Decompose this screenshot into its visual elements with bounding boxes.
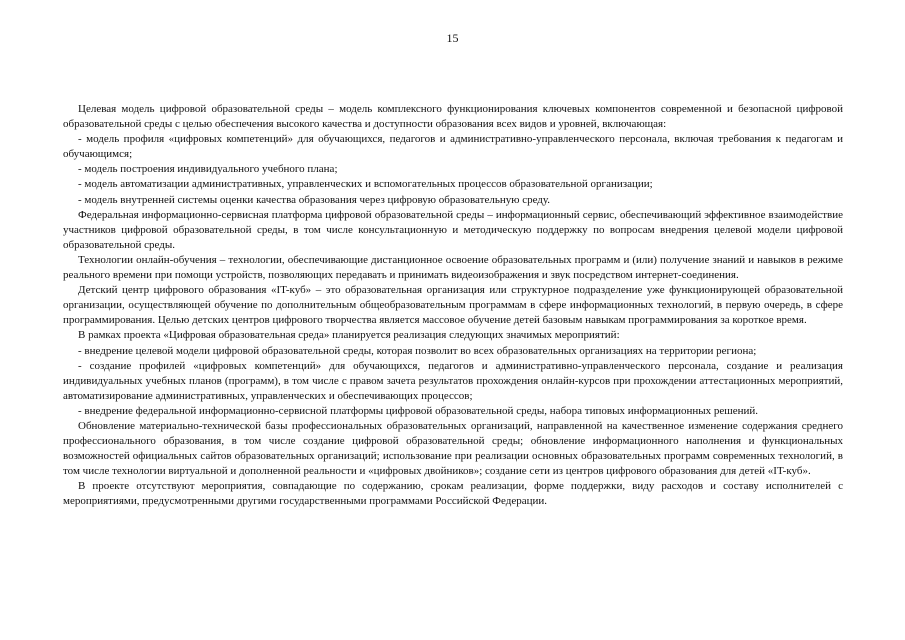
list-item-individual-plan-model: - модель построения индивидуального учебного плана;	[78, 163, 338, 176]
paragraph-federal-platform-definition: Федеральная информационно-сервисная платформа цифровой образовательной среды – информационный сервис, обеспечивающий эффективное взаимодействие участников цифровой образовательной среды, в том числе консультационную и методическую поддержку по вопросам внедрения целевой модели цифровой образовательной среды.	[63, 208, 843, 251]
document-body	[63, 102, 843, 510]
list-item-automation-model: - модель автоматизации административных, управленческих и вспомогательных процессов образовательной организации;	[78, 178, 653, 191]
list-item-federal-platform-implementation: - внедрение федеральной информационно-сервисной платформы цифровой образовательной среды, набора типовых информационных решений.	[78, 404, 759, 417]
paragraph-material-base-update: Обновление материально-технической базы профессиональных образовательных организаций, направленной на качественное изменение содержания среднего профессионального образования, в том числе создание цифровой образовательной среды; обновление информационного наполнения и функциональных возможностей официальных сайтов образовательных организаций; использование при реализации основных образовательных программ современных технологий, в том числе технологии виртуальной и дополненной реальности и «цифровых двойников»; создание сети из центров цифрового образования для детей «IT-куб».	[63, 419, 843, 478]
list-item-digital-competence-profile: - модель профиля «цифровых компетенций» для обучающихся, педагогов и административно-управленческого персонала, включая требования к педагогам и обучающимся;	[63, 133, 843, 161]
list-item-competence-profiles-creation: - создание профилей «цифровых компетенций» для обучающихся, педагогов и административно-управленческого персонала, создание и реализация индивидуальных учебных планов (программ), в том числе с правом зачета результатов прохождения онлайн-курсов при прохождении аттестационных мероприятий, автоматизирование административных, управленческих и обеспечивающих процессов;	[63, 359, 843, 402]
page-number: 15	[446, 31, 459, 45]
paragraph-project-activities-intro: В рамках проекта «Цифровая образовательная среда» планируется реализация следующих значимых мероприятий:	[78, 329, 620, 342]
paragraph-online-learning-definition: Технологии онлайн-обучения – технологии, обеспечивающие дистанционное освоение образовательных программ и (или) получение знаний и навыков в режиме реального времени при помощи устройств, позволяющих передавать и принимать видеоизображения и звук посредством интернет-соединения.	[63, 253, 843, 282]
paragraph-it-cube-definition: Детский центр цифрового образования «IT-куб» – это образовательная организация или структурное подразделение уже функционирующей образовательной организации, осуществляющей обучение по дополнительным общеобразовательным программам в сфере информационных технологий, в первую очередь, в сфере программирования. Целью детских центров цифрового творчества является массовое обучение детей базовым навыкам программирования за короткое время.	[63, 284, 843, 327]
paragraph-no-overlap-statement: В проекте отсутствуют мероприятия, совпадающие по содержанию, срокам реализации, форме поддержки, виду расходов и составу исполнителей с мероприятиями, предусмотренными другими государственными программами Российской Федерации.	[63, 480, 843, 508]
list-item-quality-assessment-model: - модель внутренней системы оценки качества образования через цифровую образовательную среду.	[78, 193, 551, 206]
paragraph-target-model-definition: Целевая модель цифровой образовательной среды – модель комплексного функционирования ключевых компонентов современной и безопасной цифровой образовательной среды с целью обеспечения высокого качества и доступности образования всех видов и уровней, включающая:	[63, 103, 843, 131]
list-item-target-model-implementation: - внедрение целевой модели цифровой образовательной среды, которая позволит во всех образовательных организациях на территории региона;	[78, 344, 757, 357]
